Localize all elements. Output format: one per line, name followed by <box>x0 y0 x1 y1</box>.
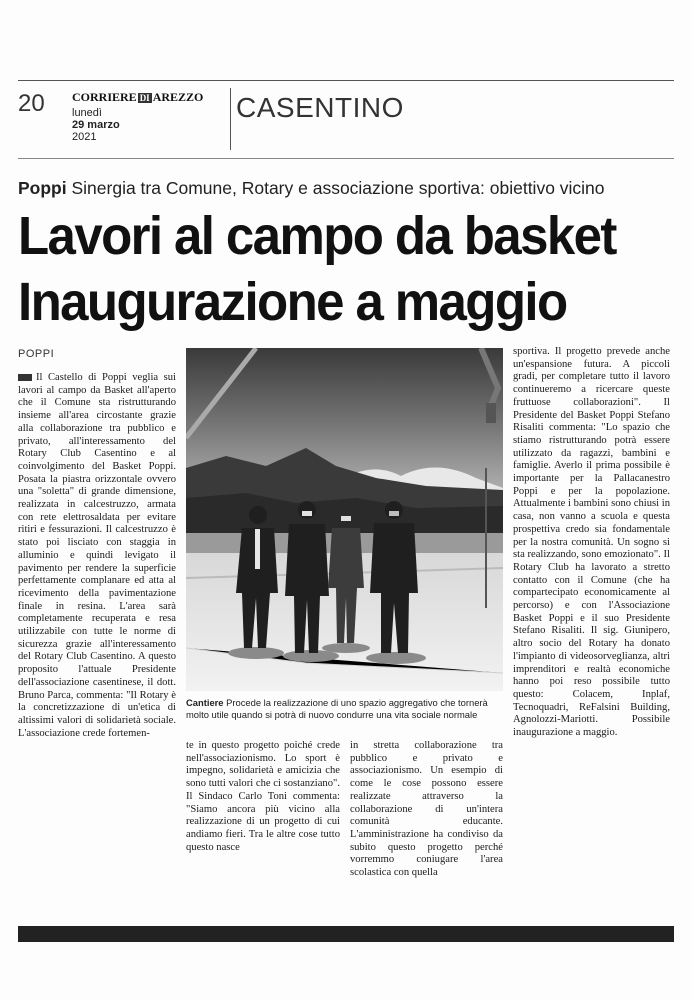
logo-left: CORRIERE <box>72 90 137 104</box>
footer-bar <box>18 926 674 942</box>
newspaper-logo <box>72 90 222 105</box>
text-column-3: in stretta collaborazione tra pubblico e privato e associazionismo. Un esempio di come le cose possono essere realizzate attraverso la collaborazione di un'intera comunità educante. L'amministrazione ha condiviso da subito questo progetto perché vorremmo coniugare l'area scolastica con quella <box>350 740 503 879</box>
caption-text: Procede la realizzazione di uno spazio aggregativo che tornerà molto utile quando si potrà di nuovo condurre una vita sociale normale <box>186 697 488 720</box>
article-kicker <box>18 178 678 199</box>
kicker-text: Sinergia tra Comune, Rotary e associazione sportiva: obiettivo vicino <box>71 178 605 198</box>
logo-middle: DI <box>139 93 150 103</box>
section-title: CASENTINO <box>236 92 404 123</box>
issue-weekday: lunedì <box>72 107 102 119</box>
headline-line-1: Lavori al campo da basket <box>18 205 616 266</box>
text-column-2: te in questo progetto poiché crede nell'associazionismo. Lo sport è impegno, solidarietà e amicizia che sono tutti valori che ci sostanziano". Il Sindaco Carlo Toni commenta: "Siamo ancora più vicino alla realizzazione di un progetto di cui andiamo fieri. Tra le altre cose tutto questo nasce <box>186 740 340 853</box>
construction-site-photo <box>186 348 503 691</box>
dateline: POPPI <box>18 348 55 360</box>
headline-line-2: Inaugurazione a maggio <box>18 271 567 332</box>
text-column-4: sportiva. Il progetto prevede anche un'espansione futura. A piccoli gradi, per completare tutto il lavoro continueremo a ricercare queste fruttuose collaborazioni". Il Presidente del Basket Poppi Stefano Risaliti commenta: "Lo spazio che stiamo ristrutturando potrà essere utilizzato da ragazzi, bambini e famiglie. Averlo il prima possibile è importante per la Pallacanestro Poppi e per la popolazione. Attualmente i bambini sono chiusi in casa, non vanno a scuola e questa prospettiva credo sia fondamentale per la nostra comunità. Un sogno si sta realizzando, sono emozionato". Il Rotary Club ha lavorato a stretto contatto con il Comune (che ha compartecipato economicamente al percorso) e con l'Associazione Basket Poppi e il suo Presidente Stefano Risaliti. Il sig. Giunipero, altro socio del Rotary ha donato l'impianto di videosorveglianza, altri imprenditori e realtà economiche hanno poi reso possibile tutto questo: Colacem, Inplaf, Tecnoquadri, ReFalsini Building, Agnolozzi-Mariotti. Possibile inaugurazione a maggio. <box>513 346 670 739</box>
photo-caption <box>186 697 503 721</box>
header-divider <box>230 88 231 150</box>
logo-right: AREZZO <box>152 90 204 104</box>
article-photo <box>186 348 503 691</box>
header-bottom-rule <box>18 158 674 159</box>
column-1-text: Il Castello di Poppi veglia sui lavori al campo da Basket all'aperto che il Comune sta ristrutturando insieme all'area circostante grazie alla collaborazione tra pubblico e privato, all'interessamento del Rotary Club Casentino e al coinvolgimento del Basket Poppi. Posata la piastra orizzontale ovvero una "soletta" di grande dimensione, realizzata in calcestruzzo, armata con rete elettrosaldata per evitare ritiri e fessurazioni. Il calcestruzzo è stato poi lisciato con staggia in alluminio e quindi levigato il pavimento per rendere la superficie perfettamente complanare ed atta al ricevimento della pavimentazione finale in resina. L'area sarà completamente recuperata e resa utilizzabile con tutte le norme di sicurezza grazie all'interessamento del Rotary Club Casentino. A questo proposito l'attuale Presidente dell'associazione casentinese, il dott. Bruno Parca, commenta: "Il Rotary è la concretizzazione di un'etica di altissimi valori di solidarietà sociale. L'associazione crede fortemen- <box>18 372 176 739</box>
caption-lead: Cantiere <box>186 697 224 708</box>
text-column-1 <box>18 372 176 892</box>
issue-day: 29 marzo <box>72 119 120 131</box>
masthead <box>72 90 222 143</box>
header-top-rule <box>18 80 674 81</box>
kicker-place: Poppi <box>18 178 67 198</box>
page-number: 20 <box>18 90 45 117</box>
lead-square-icon <box>18 374 32 381</box>
issue-date <box>72 107 222 143</box>
issue-year: 2021 <box>72 131 97 143</box>
